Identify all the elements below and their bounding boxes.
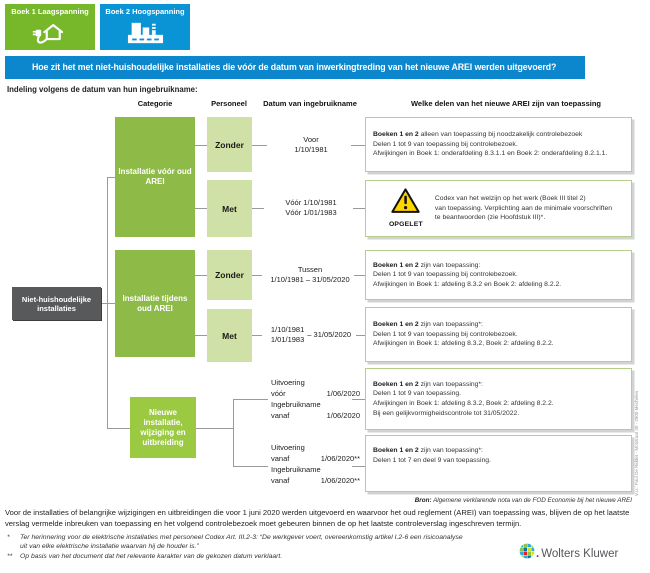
personnel-met-2: Met — [207, 309, 252, 362]
date-row5-line4-value: 1/06/2020 — [326, 411, 360, 420]
result3-rest: zijn van toepassing: — [418, 261, 481, 269]
warning-line2: van toepassing. Verplichting aan de minimale voorschriften — [434, 204, 613, 212]
connector-line — [195, 335, 207, 336]
date-row1-line1: Voor — [303, 135, 319, 144]
result-box-5 — [365, 368, 632, 430]
date-row6-line4-value: 1/06/2020** — [320, 476, 360, 485]
result1-line2: Delen 1 tot 9 van toepassing bij controlebezoek. — [373, 140, 518, 148]
date-row5-line3: Ingebruikname — [271, 400, 321, 409]
source-label: Bron: — [414, 497, 432, 504]
date-row5 — [271, 377, 360, 421]
result4-line2: Delen 1 tot 9 van toepassing bij controlebezoek. — [373, 330, 518, 338]
wolters-kluwer-text: Wolters Kluwer — [541, 547, 619, 560]
badge-boek2-label: Boek 2 Hoogspanning — [105, 7, 185, 16]
category-nieuwe-installatie: Nieuwe installatie, wijziging en uitbreiding — [130, 397, 196, 458]
date-row6-line2-value: 1/06/2020** — [320, 454, 360, 463]
date-row2-line1: Vóór 1/10/1981 — [285, 198, 337, 207]
badge-boek2-hoogspanning — [100, 4, 190, 50]
personnel-met-1: Met — [207, 180, 252, 237]
result1-rest: alleen van toepassing bij noodzakelijk controlebezoek — [418, 131, 583, 139]
result3-line3: Afwijkingen in Boek 1: afdeling 8.3.2 en Boek 2: afdeling 8.2.2. — [373, 280, 562, 288]
result-box-3 — [365, 250, 632, 300]
footnote1-text: Ter herinnering voor de elektrische installaties met personeel Codex Art. III.2-3: “De werkgever voert, overeenkomstig artikel I.2-6 een risicoanalyse uit van elke elektrische installatie waarvan hij de houder is.” — [20, 534, 463, 550]
connector-line — [233, 399, 268, 400]
personnel-zonder-1: Zonder — [207, 117, 252, 172]
result6-rest: zijn van toepassing*: — [418, 447, 483, 454]
result5-rest: zijn van toepassing*: — [418, 380, 483, 388]
connector-line — [195, 275, 207, 276]
result6-line2: Delen 1 tot 7 en deel 9 van toepassing. — [373, 456, 491, 464]
date-row5-line4-label: vanaf — [271, 411, 290, 420]
badge-boek1-label: Boek 1 Laagspanning — [11, 7, 89, 16]
date-row2-line2: Vóór 1/01/1983 — [285, 208, 337, 217]
badge-boek1-laagspanning — [5, 4, 95, 50]
result4-lead: Boeken 1 en 2 — [373, 321, 419, 329]
column-header-welke-delen: Welke delen van het nieuwe AREI zijn van toepassing — [410, 99, 602, 108]
personnel-zonder-2: Zonder — [207, 250, 252, 300]
connector-line — [195, 145, 207, 146]
date-row6-line3: Ingebruikname — [271, 465, 321, 474]
category-installatie-tijdens-oud-arei: Installatie tijdens oud AREI — [115, 250, 195, 357]
warning-label: OPGELET — [388, 221, 423, 228]
date-row3-line1: Tussen — [297, 265, 323, 274]
result5-line3: Afwijkingen in Boek 1: afdeling 8.3.2, Boek 2: afdeling 8.2.2. — [373, 400, 554, 407]
logo-dot: . — [536, 547, 540, 560]
date-row4-suffix: – 31/05/2020 — [307, 330, 352, 339]
date-row5-line2-label: vóór — [271, 389, 286, 398]
footnotes — [7, 533, 467, 562]
footnote2-text: Op basis van het document dat het relevante karakter van de gekozen datum verklaart. — [20, 553, 283, 560]
result3-lead: Boeken 1 en 2 — [373, 261, 419, 269]
connector-line — [252, 335, 262, 336]
footnote2-marker: ** — [7, 553, 13, 560]
result4-line3: Afwijkingen in Boek 1: afdeling 8.3.2, Boek 2: afdeling 8.2.2. — [373, 340, 554, 348]
connector-line — [195, 208, 207, 209]
connector-line — [252, 208, 264, 209]
result1-lead: Boeken 1 en 2 — [373, 131, 419, 139]
date-row6 — [271, 442, 360, 486]
date-row5-line2-value: 1/06/2020 — [326, 389, 360, 398]
house-plug-icon — [32, 16, 68, 50]
result5-lead: Boeken 1 en 2 — [373, 380, 419, 388]
intro-line: Indeling volgens de datum van hun ingebruikname: — [7, 85, 198, 94]
wolters-kluwer-globe-icon — [519, 543, 535, 564]
date-row4 — [263, 325, 359, 345]
result5-line4: Bij een gelijkvormigheidscontrole tot 31/05/2022. — [373, 409, 520, 417]
warning-triangle-icon — [390, 187, 421, 219]
column-header-datum: Datum van ingebruikname — [263, 99, 357, 108]
date-row3 — [256, 265, 364, 285]
result-box-6 — [365, 435, 632, 492]
result5-line2: Delen 1 tot 9 van toepassing. — [373, 390, 462, 398]
source-line — [415, 497, 632, 504]
date-row2 — [265, 198, 357, 218]
date-row4-stack2: 1/01/1983 — [270, 335, 305, 344]
warning-line3: te beantwoorden (zie Hoofdstuk III)*. — [434, 214, 546, 222]
result3-line2: Delen 1 tot 9 van toepassing bij controlebezoek. — [373, 271, 518, 279]
date-row4-stack1: 1/10/1981 — [270, 325, 305, 334]
date-row3-line2: 1/10/1981 – 31/05/2020 — [270, 275, 350, 284]
publisher-vertical-text: V.U.: Paul De Ridder - Motstraat 30 - 2800 Mechelen — [634, 390, 639, 496]
connector-line — [107, 177, 108, 429]
connector-line — [233, 466, 268, 467]
connector-line — [233, 399, 234, 466]
date-row1-line2: 1/10/1981 — [294, 145, 328, 154]
wolters-kluwer-logo — [519, 543, 618, 564]
factory-icon — [127, 16, 164, 50]
connector-line — [196, 428, 233, 429]
date-row6-line2-label: vanaf — [271, 454, 290, 463]
title-banner: Hoe zit het met niet-huishoudelijke installaties die vóór de datum van inwerkingtreding van het nieuwe AREI werden uitgevoerd? — [5, 56, 585, 79]
result6-lead: Boeken 1 en 2 — [373, 447, 419, 454]
column-header-categorie: Categorie — [137, 99, 173, 108]
warning-line1: Codex van het welzijn op het werk (Boek III titel 2) — [434, 195, 586, 203]
category-installatie-voor-oud-arei: Installatie vóór oud AREI — [115, 117, 195, 237]
result4-rest: zijn van toepassing*: — [418, 321, 483, 329]
column-header-personeel: Personeel — [211, 99, 247, 108]
result-box-2-warning — [365, 180, 632, 237]
date-row6-line1: Uitvoering — [271, 443, 305, 452]
date-row6-line4-label: vanaf — [271, 476, 290, 485]
result1-line3: Afwijkingen in Boek 1: onderafdeling 8.3.1.1 en Boek 2: onderafdeling 8.2.1.1. — [373, 150, 608, 158]
date-row5-line1: Uitvoering — [271, 378, 305, 387]
source-text: Algemene verklarende nota van de FOD Economie bij het nieuwe AREI — [431, 497, 632, 504]
bottom-paragraph: Voor de installaties of belangrijke wijzigingen en uitbreidingen die voor 1 juni 2020 werden uitgevoerd en waarvoor het oud reglement (AREI) van toepassing was, blijven de op het laatste verslag vermelde inbreuken van toepassing en het volgend controlebezoek moet gebeuren binnen de op het laatste controleverslag ingeschreven termijn. — [5, 508, 630, 528]
connector-line — [107, 177, 115, 178]
footnote1-marker: * — [7, 534, 10, 541]
result-box-1 — [365, 117, 632, 172]
result-box-4 — [365, 307, 632, 362]
root-category-box: Niet-huishoudelijke installaties — [12, 287, 101, 320]
connector-line — [107, 428, 130, 429]
date-row1 — [265, 135, 357, 155]
